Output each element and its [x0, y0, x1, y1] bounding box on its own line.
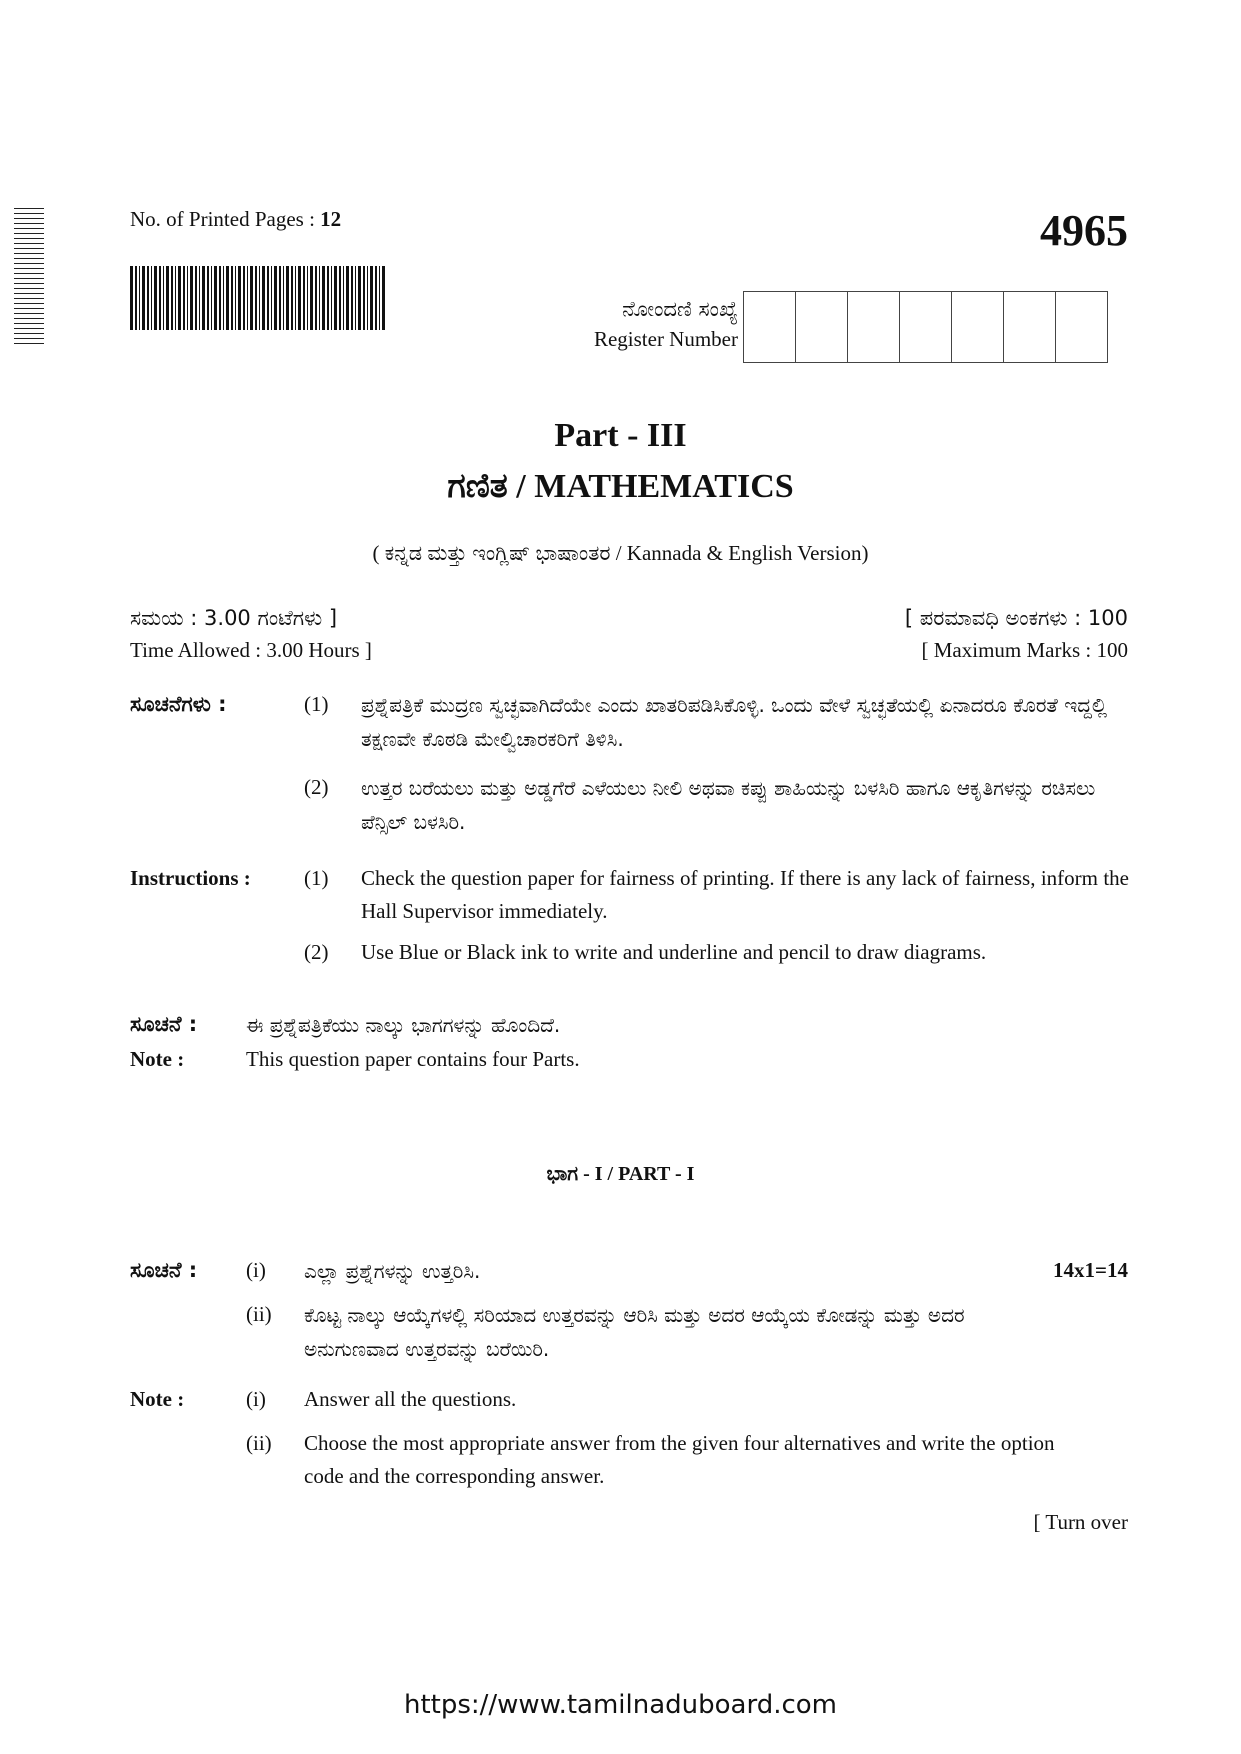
- register-number-boxes: [743, 291, 1108, 363]
- barcode-bar: [295, 266, 296, 330]
- margin-tick: [14, 308, 44, 309]
- note-english-text: This question paper contains four Parts.: [246, 1047, 580, 1071]
- margin-tick: [14, 208, 44, 209]
- barcode-bar: [243, 266, 245, 330]
- margin-tick: [14, 228, 44, 229]
- part1-note-kannada-label: ಸೂಚನೆ :: [130, 1258, 198, 1282]
- barcode-bar: [370, 266, 373, 330]
- barcode-bar: [267, 266, 269, 330]
- instruction-english-2-text: Use Blue or Black ink to write and underline and pencil to draw diagrams.: [361, 940, 987, 964]
- barcode-bar: [226, 266, 229, 330]
- barcode-bar: [199, 266, 200, 330]
- part1-heading: ಭಾಗ - I / PART - I: [546, 1163, 695, 1185]
- margin-tick: [14, 293, 44, 294]
- subject-title: ಗಣಿತ / MATHEMATICS: [447, 468, 794, 505]
- printed-pages: [130, 207, 341, 232]
- barcode-bar: [327, 266, 329, 330]
- barcode-bar: [355, 266, 356, 330]
- part1-english-ii-text: Choose the most appropriate answer from the given four alternatives and write the option code and the corresponding answer.: [304, 1431, 1055, 1488]
- barcode-bar: [334, 266, 337, 330]
- barcode-bar: [171, 266, 173, 330]
- barcode-bar: [163, 266, 164, 330]
- barcode-bar: [159, 266, 161, 330]
- barcode-bar: [190, 266, 193, 330]
- barcode: [130, 266, 388, 330]
- register-number-box: [1056, 292, 1107, 362]
- register-label-english: Register Number: [593, 327, 738, 351]
- margin-tick: [14, 313, 44, 314]
- register-number-label: [594, 294, 738, 354]
- instruction-english-1-text: Check the question paper for fairness of printing. If there is any lack of fairness, inform the Hall Supervisor immediately.: [361, 866, 1129, 923]
- part1-note-english-label: Note :: [130, 1387, 185, 1411]
- barcode-bar: [358, 266, 361, 330]
- register-label-kannada: ನೋಂದಣಿ ಸಂಖ್ಯೆ: [622, 297, 738, 321]
- barcode-bar: [262, 266, 265, 330]
- barcode-bar: [147, 266, 149, 330]
- barcode-bar: [247, 266, 248, 330]
- barcode-bar: [207, 266, 209, 330]
- margin-tick: [14, 248, 44, 249]
- time-kannada: ಸಮಯ : 3.00 ಗಂಟೆಗಳು ]: [130, 606, 338, 630]
- barcode-bar: [135, 266, 137, 330]
- part1-english-i-text: Answer all the questions.: [304, 1387, 517, 1411]
- barcode-bar: [367, 266, 368, 330]
- margin-tick: [14, 333, 44, 334]
- barcode-bar: [178, 266, 181, 330]
- margin-tick: [14, 258, 44, 259]
- margin-tick: [14, 328, 44, 329]
- barcode-bar: [214, 266, 217, 330]
- time-allowed: [130, 602, 372, 666]
- barcode-bar: [151, 266, 152, 330]
- version-line: ( ಕನ್ನಡ ಮತ್ತು ಇಂಗ್ಲಿಷ್ ಭಾಷಾಂತರ / Kannada & English Version): [372, 541, 869, 565]
- time-english: Time Allowed : 3.00 Hours ]: [130, 638, 372, 662]
- barcode-bar: [195, 266, 197, 330]
- register-number-box: [796, 292, 848, 362]
- instructions-kannada-label: ಸೂಚನೆಗಳು :: [130, 692, 227, 716]
- margin-tick: [14, 223, 44, 224]
- margin-tick: [14, 273, 44, 274]
- barcode-bar: [238, 266, 241, 330]
- part1-kannada-ii-number: (ii): [246, 1302, 272, 1326]
- part1-kannada-i-number: (i): [246, 1258, 266, 1282]
- register-number-box: [952, 292, 1004, 362]
- margin-tick: [14, 338, 44, 339]
- turn-over: [ Turn over: [1033, 1510, 1128, 1534]
- instructions-english-label: Instructions :: [130, 866, 251, 890]
- barcode-bar: [279, 266, 281, 330]
- barcode-bar: [235, 266, 236, 330]
- barcode-bar: [319, 266, 320, 330]
- barcode-bar: [291, 266, 293, 330]
- barcode-bar: [142, 266, 145, 330]
- barcode-bar: [187, 266, 188, 330]
- instruction-english-1-number: (1): [304, 866, 329, 890]
- barcode-bar: [322, 266, 325, 330]
- margin-tick: [14, 343, 44, 344]
- instruction-kannada-2-text: ಉತ್ತರ ಬರೆಯಲು ಮತ್ತು ಅಡ್ಡಗೆರೆ ಎಳೆಯಲು ನೀಲಿ ಅಥವಾ ಕಪ್ಪು ಶಾಹಿಯನ್ನು ಬಳಸಿರಿ ಹಾಗೂ ಆಕೃತಿಗಳನ್ನು ರಚಿಸಲು ಪೆನ್ಸಿಲ್ ಬಳಸಿರಿ.: [361, 776, 1096, 834]
- instruction-kannada-2-number: (2): [304, 775, 329, 799]
- barcode-bar: [130, 266, 133, 330]
- register-number-box: [848, 292, 900, 362]
- barcode-bar: [183, 266, 185, 330]
- part1-english-ii-number: (ii): [246, 1431, 272, 1455]
- margin-tick: [14, 218, 44, 219]
- margin-tick: [14, 323, 44, 324]
- margin-tick: [14, 278, 44, 279]
- margin-tick: [14, 213, 44, 214]
- margin-tick: [14, 243, 44, 244]
- printed-pages-value: 12: [320, 207, 342, 231]
- barcode-bar: [223, 266, 224, 330]
- instruction-kannada-1-number: (1): [304, 692, 329, 716]
- part1-kannada-i-text: ಎಲ್ಲಾ ಪ್ರಶ್ನೆಗಳನ್ನು ಉತ್ತರಿಸಿ.: [304, 1259, 481, 1283]
- part1-english-i-number: (i): [246, 1387, 266, 1411]
- margin-tick: [14, 288, 44, 289]
- footer-url[interactable]: https://www.tamilnaduboard.com: [403, 1690, 838, 1720]
- barcode-bar: [202, 266, 205, 330]
- barcode-bar: [286, 266, 289, 330]
- barcode-bar: [283, 266, 284, 330]
- register-number-box: [1004, 292, 1056, 362]
- barcode-bar: [271, 266, 272, 330]
- note-english-label: Note :: [130, 1047, 185, 1071]
- margin-tick: [14, 268, 44, 269]
- barcode-bar: [154, 266, 157, 330]
- margin-tick: [14, 233, 44, 234]
- barcode-bar: [375, 266, 377, 330]
- barcode-bar: [343, 266, 344, 330]
- margin-tick: [14, 263, 44, 264]
- barcode-bar: [259, 266, 260, 330]
- barcode-bar: [339, 266, 341, 330]
- barcode-bar: [331, 266, 332, 330]
- barcode-bar: [175, 266, 176, 330]
- paper-code: 4965: [1040, 206, 1128, 255]
- margin-tick-strip: [14, 208, 44, 356]
- margin-tick: [14, 238, 44, 239]
- note-kannada-label: ಸೂಚನೆ :: [130, 1012, 198, 1036]
- note-kannada-text: ಈ ಪ್ರಶ್ನೆಪತ್ರಿಕೆಯು ನಾಲ್ಕು ಭಾಗಗಳನ್ನು ಹೊಂದಿದೆ.: [246, 1013, 561, 1037]
- barcode-bar: [211, 266, 212, 330]
- barcode-bar: [363, 266, 365, 330]
- margin-tick: [14, 303, 44, 304]
- margin-tick: [14, 298, 44, 299]
- margin-tick: [14, 283, 44, 284]
- part1-kannada-ii-text: ಕೊಟ್ಟ ನಾಲ್ಕು ಆಯ್ಕೆಗಳಲ್ಲಿ ಸರಿಯಾದ ಉತ್ತರವನ್ನು ಆರಿಸಿ ಮತ್ತು ಅದರ ಆಯ್ಕೆಯ ಕೋಡನ್ನು ಮತ್ತು ಅದರ ಅನುಗುಣವಾದ ಉತ್ತರವನ್ನು ಬರೆಯಿರಿ.: [304, 1303, 965, 1361]
- barcode-bar: [310, 266, 313, 330]
- barcode-bar: [231, 266, 233, 330]
- instruction-kannada-1-text: ಪ್ರಶ್ನೆಪತ್ರಿಕೆ ಮುದ್ರಣ ಸ್ವಚ್ಛವಾಗಿದೆಯೇ ಎಂದು ಖಾತರಿಪಡಿಸಿಕೊಳ್ಳಿ. ಒಂದು ವೇಳೆ ಸ್ವಚ್ಛತೆಯಲ್ಲಿ ಏನಾದರೂ ಕೊರತೆ ಇದ್ದಲ್ಲಿ ತಕ್ಷಣವೇ ಕೊಠಡಿ ಮೇಲ್ವಿಚಾರಕರಿಗೆ ತಿಳಿಸಿ.: [361, 693, 1108, 751]
- barcode-bar: [298, 266, 301, 330]
- part-title: Part - III: [554, 417, 687, 454]
- barcode-bar: [351, 266, 353, 330]
- barcode-bar: [382, 266, 385, 330]
- barcode-bar: [250, 266, 253, 330]
- barcode-bar: [303, 266, 305, 330]
- barcode-bar: [379, 266, 380, 330]
- barcode-bar: [166, 266, 169, 330]
- barcode-bar: [346, 266, 349, 330]
- barcode-bar: [307, 266, 308, 330]
- barcode-bar: [219, 266, 221, 330]
- register-number-box: [744, 292, 796, 362]
- barcode-bar: [255, 266, 257, 330]
- barcode-bar: [315, 266, 317, 330]
- marks-kannada: [ ಪರಮಾವಧಿ ಅಂಕಗಳು : 100: [904, 606, 1128, 630]
- margin-tick: [14, 253, 44, 254]
- barcode-bar: [139, 266, 140, 330]
- part1-marks: 14x1=14: [1053, 1258, 1128, 1282]
- register-number-box: [900, 292, 952, 362]
- marks-english: [ Maximum Marks : 100: [921, 638, 1128, 662]
- margin-tick: [14, 318, 44, 319]
- barcode-bar: [274, 266, 277, 330]
- instruction-english-2-number: (2): [304, 940, 329, 964]
- printed-pages-label: No. of Printed Pages :: [130, 207, 315, 231]
- maximum-marks: [905, 602, 1128, 666]
